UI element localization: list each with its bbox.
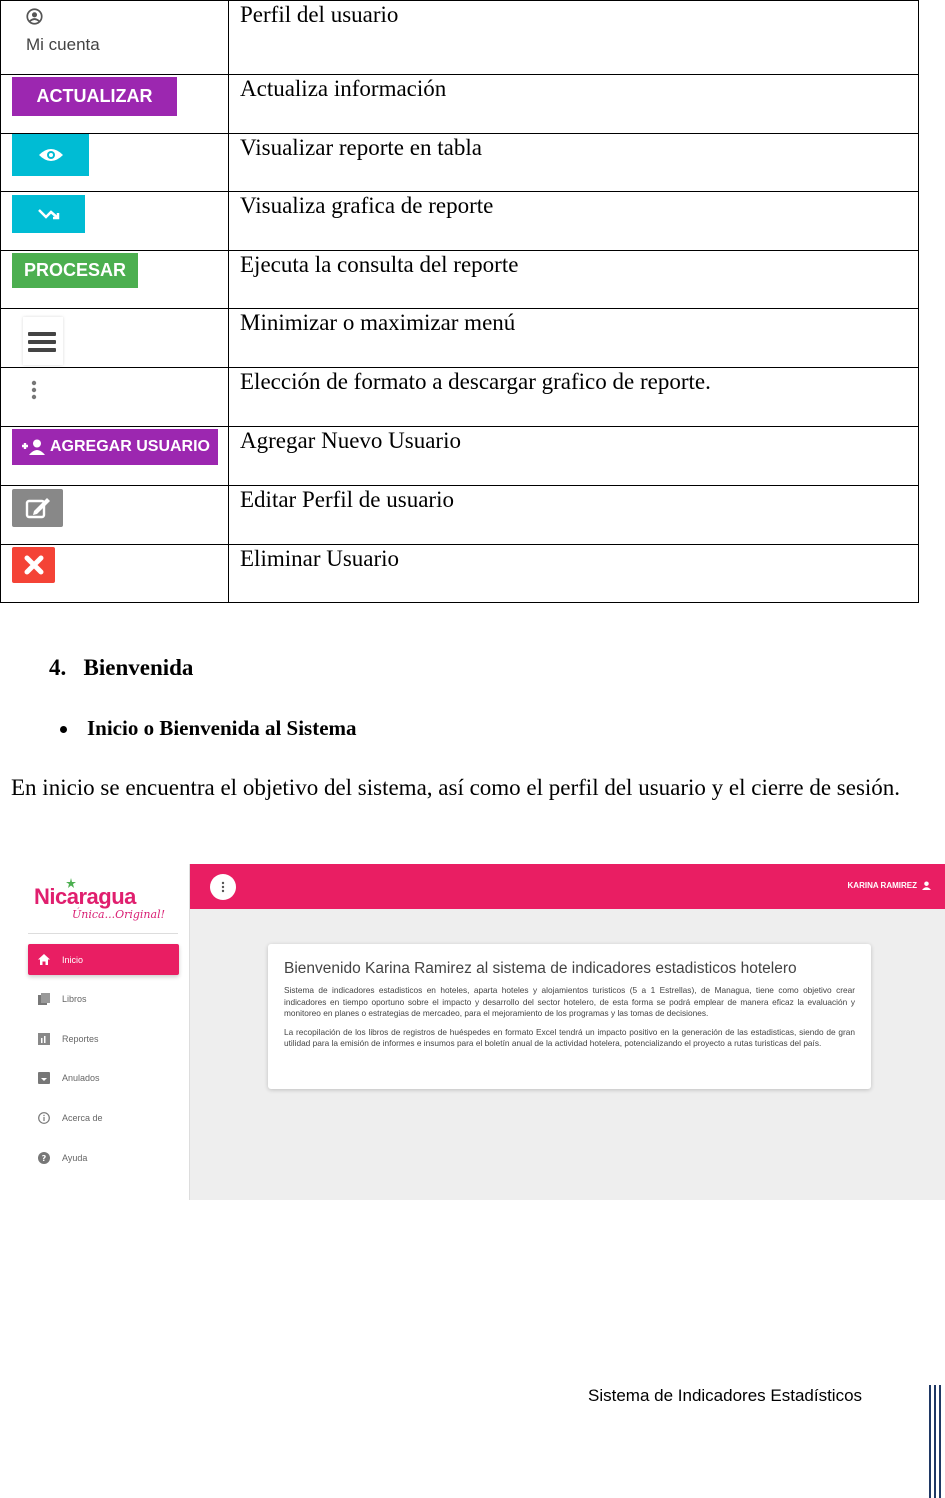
bullet-dot <box>60 726 67 733</box>
hamburger-icon <box>28 331 56 353</box>
delete-user-button[interactable] <box>12 547 55 583</box>
download-options-button[interactable] <box>13 370 53 422</box>
update-button[interactable]: ACTUALIZAR <box>12 77 177 116</box>
nicaragua-logo <box>34 878 184 928</box>
description-cell: Actualiza información <box>229 75 919 134</box>
library-books-icon <box>38 993 50 1005</box>
user-circle-icon <box>26 8 43 25</box>
description-cell: Eliminar Usuario <box>229 545 919 603</box>
sidebar-divider <box>28 933 178 934</box>
add-user-label: AGREGAR USUARIO <box>49 438 210 455</box>
user-name: KARINA RAMIREZ <box>847 881 917 890</box>
svg-text:?: ? <box>41 1153 47 1163</box>
close-icon <box>24 555 44 575</box>
logo-main-text: Nicaragua <box>34 884 136 909</box>
sidebar-item-label: Ayuda <box>62 1152 88 1163</box>
add-user-button[interactable] <box>12 429 218 465</box>
sidebar-item-label: Inicio <box>62 954 84 965</box>
help-icon <box>38 1152 50 1164</box>
sidebar-item-label: Reportes <box>62 1033 99 1044</box>
process-button[interactable]: PROCESAR <box>12 253 138 288</box>
more-vert-icon <box>31 380 37 400</box>
menu-toggle-button[interactable] <box>23 317 63 365</box>
view-chart-button[interactable] <box>12 195 85 233</box>
sidebar <box>12 864 190 1200</box>
bullet-item <box>60 716 357 741</box>
welcome-impact: La recopilación de los libros de registros de huéspedes en formato Excel tendrá un impacto positivo en la generación de las estadisticas, siendo de gran utilidad para la emisión de informes e insumos para el boletín anual de la actividad hotelera, potencializando el proyecto a rutas turisticas del país. <box>284 1026 855 1048</box>
icon-reference-table <box>0 0 919 603</box>
footer-decoration <box>929 1385 941 1498</box>
bullet-text: Inicio o Bienvenida al Sistema <box>87 716 357 740</box>
sidebar-item-label: Acerca de <box>62 1112 103 1123</box>
trending-icon <box>37 207 61 221</box>
info-icon <box>38 1112 50 1124</box>
sidebar-item-libros[interactable] <box>28 983 179 1014</box>
star-icon <box>66 878 76 888</box>
description-cell: Minimizar o maximizar menú <box>229 309 919 368</box>
sidebar-item-acerca[interactable] <box>28 1102 179 1133</box>
sidebar-item-ayuda[interactable] <box>28 1142 179 1173</box>
edit-icon <box>24 496 52 520</box>
description-cell: Perfil del usuario <box>229 1 919 75</box>
archive-icon <box>38 1072 50 1084</box>
icon-cell <box>1 1 229 75</box>
person-add-icon <box>20 439 48 455</box>
view-table-button[interactable] <box>12 134 89 176</box>
user-menu[interactable] <box>848 881 931 890</box>
my-account-label: Mi cuenta <box>26 35 100 54</box>
page-footer: Sistema de Indicadores Estadísticos <box>588 1386 863 1405</box>
edit-profile-button[interactable] <box>12 489 63 527</box>
eye-icon <box>38 147 64 163</box>
sidebar-item-reportes[interactable] <box>28 1023 179 1054</box>
description-cell: Visualiza grafica de reporte <box>229 192 919 251</box>
more-vert-icon <box>221 881 225 893</box>
sidebar-item-label: Libros <box>62 993 87 1004</box>
my-account-button[interactable] <box>1 1 134 73</box>
description-cell: Agregar Nuevo Usuario <box>229 427 919 486</box>
section-title: Bienvenida <box>83 655 194 680</box>
description-cell: Editar Perfil de usuario <box>229 486 919 545</box>
section-heading <box>49 655 193 681</box>
section-number: 4. <box>49 655 67 680</box>
menu-toggle-button[interactable] <box>210 874 236 900</box>
description-cell: Visualizar reporte en tabla <box>229 134 919 192</box>
body-paragraph: En inicio se encuentra el objetivo del sistema, así como el perfil del usuario y el cierre de sesión. <box>11 775 901 800</box>
sidebar-item-inicio[interactable] <box>28 944 179 975</box>
app-screenshot <box>12 864 945 1200</box>
bar-chart-icon <box>38 1033 50 1045</box>
welcome-title: Bienvenido Karina Ramirez al sistema de indicadores estadisticos hotelero <box>284 960 797 977</box>
sidebar-item-label: Anulados <box>62 1072 100 1083</box>
sidebar-item-anulados[interactable] <box>28 1062 179 1093</box>
top-app-bar <box>190 864 945 909</box>
description-cell: Elección de formato a descargar grafico de reporte. <box>229 368 919 427</box>
home-icon <box>38 954 50 965</box>
welcome-objective: Sistema de indicadores estadisticos en hoteles, aparta hoteles y alojamientos turisticos (5 a 1 Estrellas), de Managua, tiene como objetivo crear indicadores en tiempo oportuno sobre el impacto y desarrollo del sector hotelero, de esta forma se podrá emplear de manera eficaz la evaluación y monitoreo en planes o estrategias de mercadeo, para el mejoramiento de los programas y las tomas de decisiones. <box>284 985 855 1018</box>
logo-sub-text: Única...Original! <box>72 908 166 921</box>
description-cell: Ejecuta la consulta del reporte <box>229 251 919 309</box>
welcome-card <box>268 944 871 1089</box>
person-icon <box>922 881 931 890</box>
